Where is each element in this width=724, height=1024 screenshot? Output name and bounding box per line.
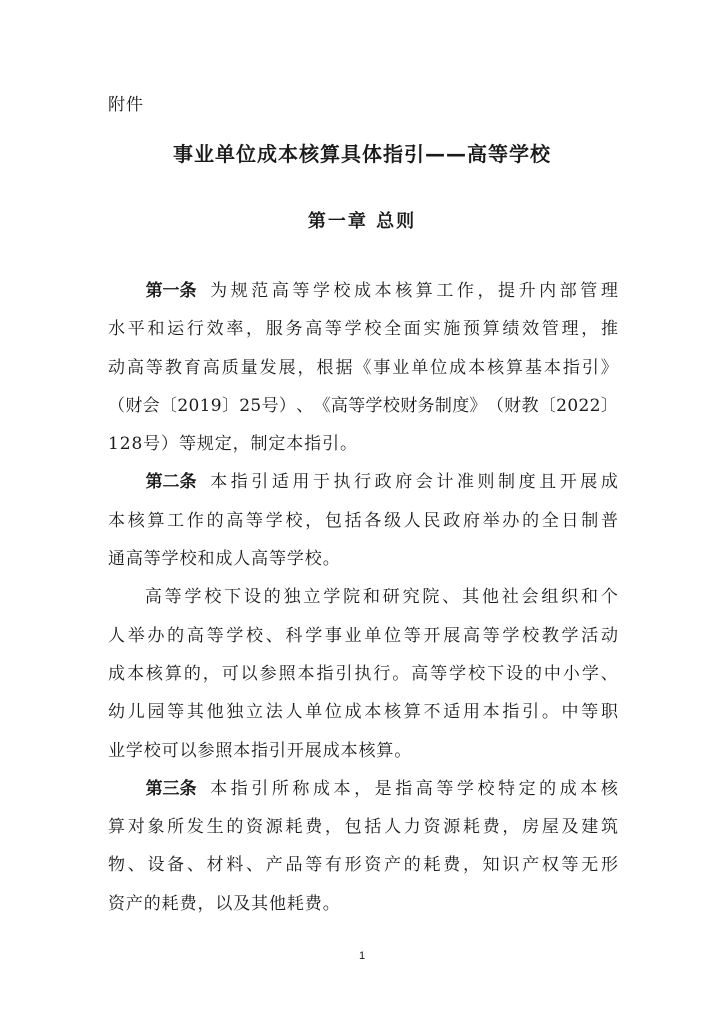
text-line: 业 学 校 可 以 参 照 本 指 引 开 展 成 本 核 算 。 [108, 740, 412, 761]
text-line: 1 2 8 号 ） 等 规 定 ， 制 定 本 指 引 。 [108, 434, 357, 455]
text-line: 资 产 的 耗 费 ， 以 及 其 他 耗 费 。 [108, 893, 340, 914]
text-line: 第一条 为 规 范 高 等 学 校 成 本 核 算 工 作 ， 提 升 内 部 管 理 [108, 272, 618, 310]
text-line: 成 本 核 算 的 ， 可 以 参 照 本 指 引 执 行 。 高 等 学 校 下 设 的 中 小 学 、 [108, 663, 618, 684]
text-line: 人 举 办 的 高 等 学 校 、 科 学 事 业 单 位 等 开 展 高 等 学 校 教 学 活 动 [108, 625, 618, 646]
text-line: 高 等 学 校 下 设 的 独 立 学 院 和 研 究 院 、 其 他 社 会 组 织 和 个 [144, 587, 618, 608]
text-line: 动 高 等 教 育 高 质 量 发 展 ， 根 据 《 事 业 单 位 成 本 核 算 基 本 指 引 》 [108, 357, 618, 378]
text-line: 本 核 算 工 作 的 高 等 学 校 ， 包 括 各 级 人 民 政 府 举 办 的 全 日 制 普 [108, 510, 618, 531]
chapter-title: 第一章 总则 [307, 211, 417, 232]
text-line: （ 财 会 〔 2 0 1 9 〕 2 5 号 ） 、 《 高 等 学 校 财 务 制 度 》 （ 财 教 〔 2 0 2 2 〕 [108, 395, 618, 416]
text-line: 幼 儿 园 等 其 他 独 立 法 人 单 位 成 本 核 算 不 适 用 本 指 引 。 中 等 职 [108, 702, 618, 723]
page-number: 1 [358, 950, 366, 962]
article-number: 第三条 [145, 778, 197, 799]
text-line: 第二条 本 指 引 适 用 于 执 行 政 府 会 计 准 则 制 度 且 开 展 成 [108, 463, 618, 501]
text-line: 第三条 本 指 引 所 称 成 本 ， 是 指 高 等 学 校 特 定 的 成 本 核 [108, 770, 618, 808]
document-title: 事业单位成本核算具体指引——高等学校 [173, 142, 551, 166]
text-line: 水 平 和 运 行 效 率 ， 服 务 高 等 学 校 全 面 实 施 预 算 绩 效 管 理 ， 推 [108, 319, 618, 340]
text-line: 通 高 等 学 校 和 成 人 高 等 学 校 。 [108, 549, 340, 570]
text-line: 算 对 象 所 发 生 的 资 源 耗 费 ， 包 括 人 力 资 源 耗 费 ， 房 屋 及 建 筑 [108, 817, 618, 838]
attachment-label: 附件 [108, 95, 144, 115]
text-line: 物 、 设 备 、 材 料 、 产 品 等 有 形 资 产 的 耗 费 ， 知 识 产 权 等 无 形 [108, 855, 618, 876]
article-number: 第二条 [145, 472, 197, 493]
article-number: 第一条 [145, 281, 197, 301]
body-text [108, 272, 618, 923]
